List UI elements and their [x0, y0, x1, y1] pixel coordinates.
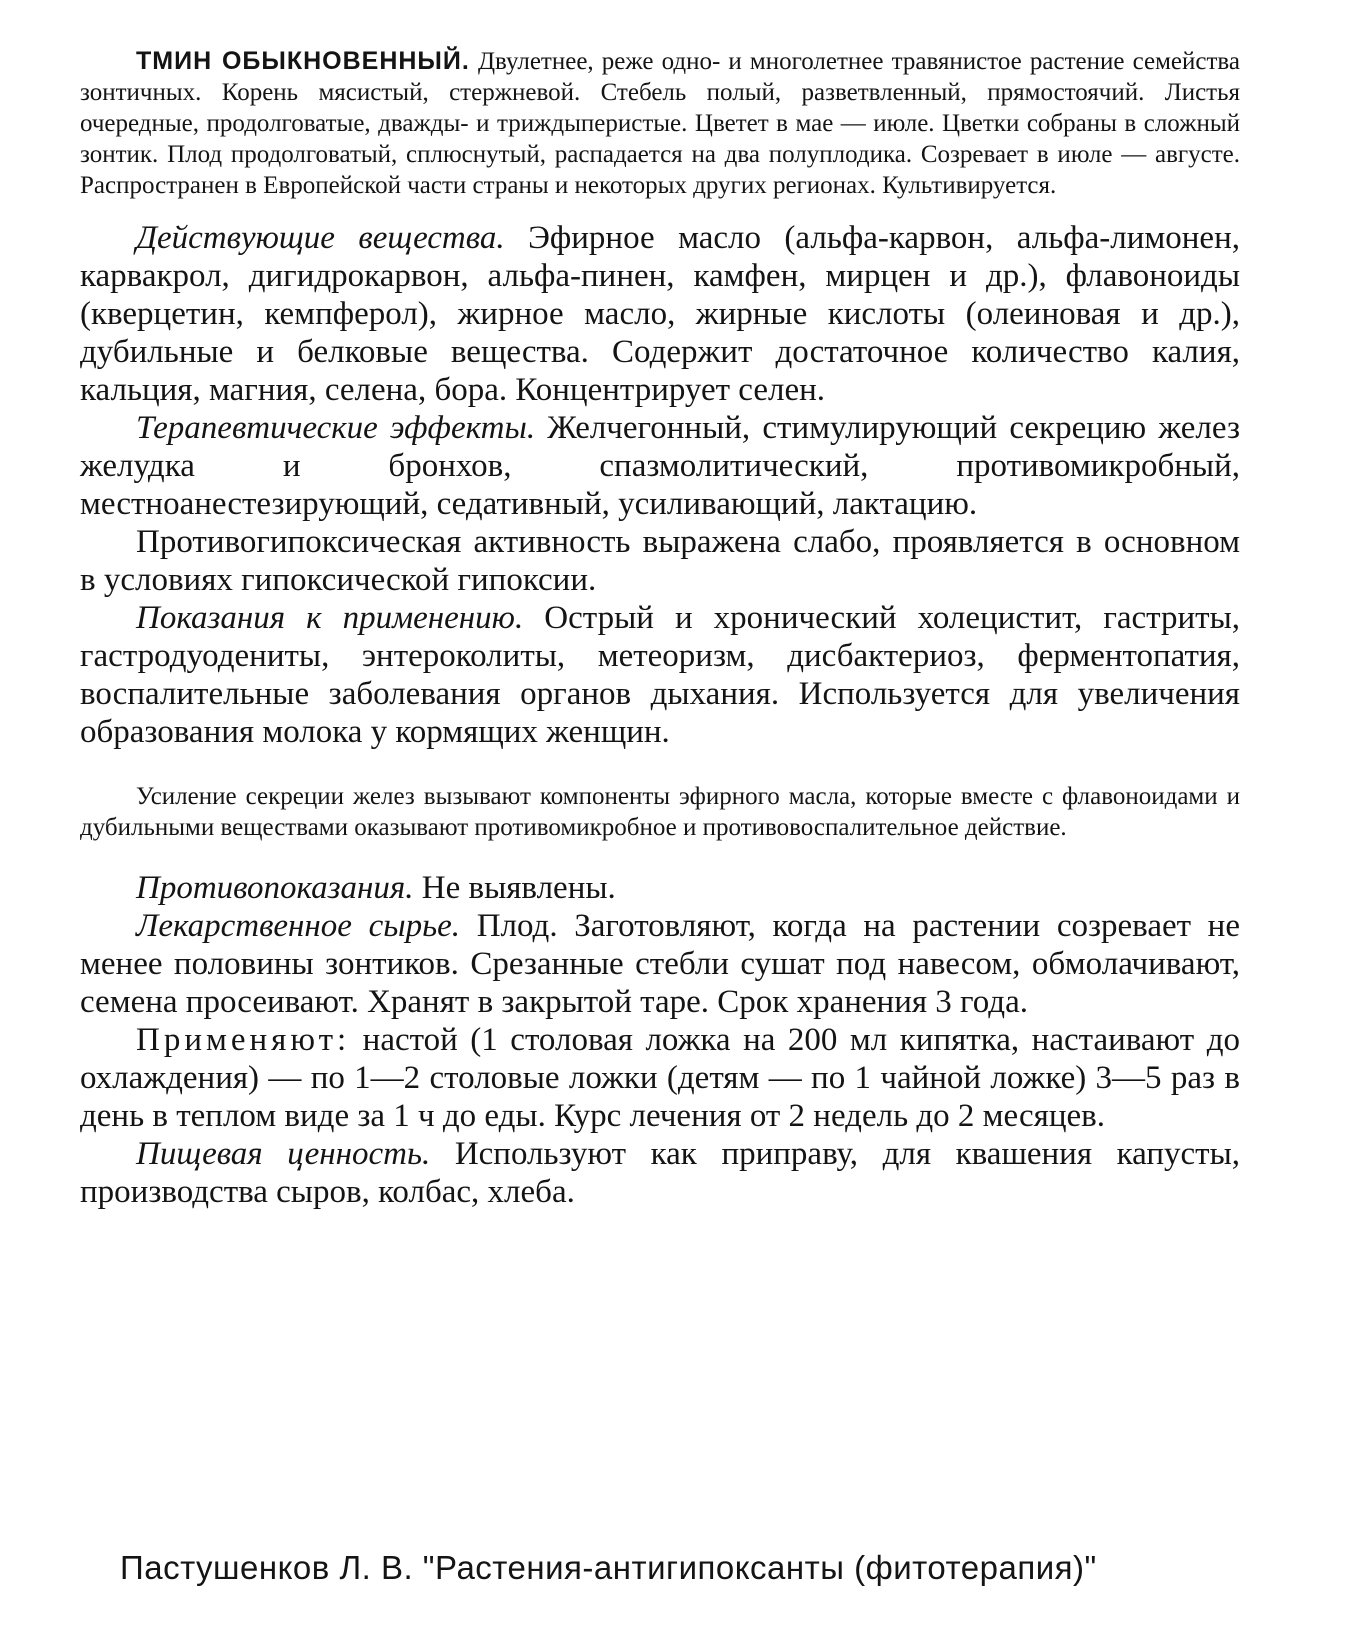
active-substances-paragraph [80, 219, 1240, 409]
food-value-heading: Пищевая ценность. [136, 1136, 431, 1172]
usage-text: настой (1 столовая ложка на 200 мл кипятка, настаивают до охлаждения) — по 1—2 столовые ложки (детям — по 1 чайной ложке) 3—5 раз в день в теплом виде за 1 ч до еды. Курс лечения от 2 недель до 2 месяцев. [80, 1022, 1240, 1134]
raw-material-paragraph [80, 907, 1240, 1021]
food-value-text: Используют как приправу, для квашения капусты, производства сыров, колбас, хлеба. [80, 1136, 1240, 1210]
usage-paragraph [80, 1021, 1240, 1135]
food-value-paragraph [80, 1135, 1240, 1211]
contraindications-text: Не выявлены. [413, 870, 616, 906]
note-text: Усиление секреции желез вызывают компоненты эфирного масла, которые вместе с флавоноидами и дубильными веществами оказывают противомикробное и противовоспалительное действие. [80, 783, 1240, 841]
article [80, 46, 1240, 1211]
intro-paragraph [80, 46, 1240, 201]
effects-text: Желчегонный, стимулирующий секрецию желез желудка и бронхов, спазмолитический, противомикробный, местноанестезирующий, седативный, усиливающий, лактацию. [80, 410, 1240, 522]
indications-text: Острый и хронический холецистит, гастриты, гастродуодениты, энтероколиты, метеоризм, дисбактериоз, ферментопатия, воспалительные заболевания органов дыхания. Используется для увеличения образования молока у кормящих женщин. [80, 600, 1240, 750]
active-substances-heading: Действующие вещества. [136, 220, 505, 256]
raw-material-heading: Лекарственное сырье. [136, 908, 461, 944]
intro-text: Двулетнее, реже одно- и многолетнее травянистое растение семейства зонтичных. Корень мясистый, стержневой. Стебель полый, разветвленный, прямостоячий. Листья очередные, продолговатые, дважды- и триждыперистые. Цветет в мае — июле. Цветки собраны в сложный зонтик. Плод продолговатый, сплюснутый, распадается на два полуплодика. Созревает в июле — августе. Распространен в Европейской части страны и некоторых других регионах. Культивируется. [80, 48, 1240, 199]
plant-title: ТМИН ОБЫКНОВЕННЫЙ. [136, 47, 470, 75]
contraindications-heading: Противопоказания. [136, 870, 414, 906]
hypoxia-paragraph [80, 523, 1240, 599]
effects-paragraph [80, 409, 1240, 523]
indications-heading: Показания к применению. [136, 600, 524, 636]
effects-heading: Терапевтические эффекты. [136, 410, 536, 446]
source-citation: Пастушенков Л. В. "Растения-антигипоксанты (фитотерапия)" [120, 1549, 1097, 1586]
hypoxia-text: Противогипоксическая активность выражена слабо, проявляется в основном в условиях гипоксической гипоксии. [80, 524, 1240, 598]
indications-paragraph [80, 599, 1240, 751]
usage-heading: Применяют: [136, 1022, 351, 1058]
note-paragraph [80, 781, 1240, 843]
contraindications-paragraph [80, 869, 1240, 907]
raw-material-text: Плод. Заготовляют, когда на растении созревает не менее половины зонтиков. Срезанные стебли сушат под навесом, обмолачивают, семена просеивают. Хранят в закрытой таре. Срок хранения 3 года. [80, 908, 1240, 1020]
active-substances-text: Эфирное масло (альфа-карвон, альфа-лимонен, карвакрол, дигидрокарвон, альфа-пинен, камфен, мирцен и др.), флавоноиды (кверцетин, кемпферол), жирное масло, жирные кислоты (олеиновая и др.), дубильные и белковые вещества. Содержит достаточное количество калия, кальция, магния, селена, бора. Концентрирует селен. [80, 220, 1240, 408]
